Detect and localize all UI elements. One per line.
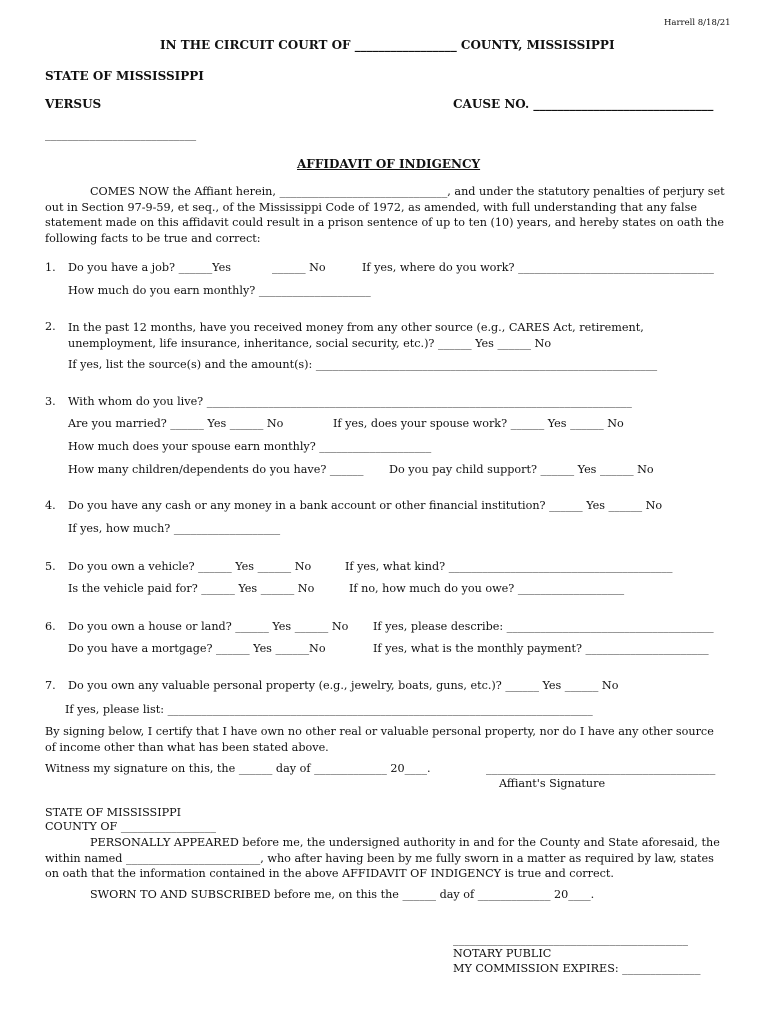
question-6-payment: If yes, what is the monthly payment? ______________________ xyxy=(373,642,709,655)
notary-sworn: SWORN TO AND SUBSCRIBED before me, on this the ______ day of _____________ 20____. xyxy=(90,888,595,901)
question-2-sources: If yes, list the source(s) and the amount(s): _____________________________________________________________ xyxy=(68,358,658,371)
question-3-spouse-work: If yes, does your spouse work? ______ Yes ______ No xyxy=(333,417,624,430)
defendant-line: ___________________________ xyxy=(45,128,197,141)
question-6-house: Do you own a house or land? ______ Yes ______ No xyxy=(68,620,349,633)
question-3-live: With whom do you live? ____________________________________________________________________________ xyxy=(68,395,632,408)
question-3-number: 3. xyxy=(45,395,56,408)
question-5-owe: If no, how much do you owe? ___________________ xyxy=(349,582,625,595)
question-7-number: 7. xyxy=(45,679,56,692)
commission-expires: MY COMMISSION EXPIRES: ______________ xyxy=(453,962,701,975)
question-6-number: 6. xyxy=(45,620,56,633)
question-1-where: If yes, where do you work? ___________________________________ xyxy=(362,261,714,274)
notary-public-label: NOTARY PUBLIC xyxy=(453,947,552,960)
intro-paragraph: COMES NOW the Affiant herein, ______________________________, and under the statutory penalties of perjury set out in Section 97-9-59, et seq., of the Mississippi Code of 1972, as amended, with full understanding that any false statement made on this affidavit could result in a prison sentence of up to ten (10) years, and hereby states on oath the following facts to be true and correct: xyxy=(45,185,725,245)
notary-appeared: PERSONALLY APPEARED before me, the undersigned authority in and for the County and State aforesaid, the within named ________________________, who after having been by me fully sworn in a matter as required by law, states on oath that the information contained in the above AFFIDAVIT OF INDIGENCY is true and correct. xyxy=(45,836,720,880)
question-1-earn: How much do you earn monthly? ____________________ xyxy=(68,284,371,297)
question-2-number: 2. xyxy=(45,320,56,333)
notary-state: STATE OF MISSISSIPPI xyxy=(45,806,182,819)
question-7-property: Do you own any valuable personal property (e.g., jewelry, boats, guns, etc.)? ______ Yes ______ No xyxy=(68,679,619,692)
question-7-list: If yes, please list: ____________________________________________________________________________ xyxy=(65,703,593,716)
certify-paragraph: By signing below, I certify that I have own no other real or valuable personal property, nor do I have any other source of income other than what has been stated above. xyxy=(45,725,714,754)
question-5-vehicle: Do you own a vehicle? ______ Yes ______ No xyxy=(68,560,312,573)
signature-label: Affiant's Signature xyxy=(499,777,606,790)
question-4-cash: Do you have any cash or any money in a bank account or other financial institution? ______ Yes ______ No xyxy=(68,499,663,512)
header-ref: Harrell 8/18/21 xyxy=(664,18,731,28)
cause-number: CAUSE NO. ______________________________ xyxy=(453,97,714,111)
question-1-number: 1. xyxy=(45,261,56,274)
question-3-children: How many children/dependents do you have? ______ xyxy=(68,463,364,476)
question-4-number: 4. xyxy=(45,499,56,512)
question-5-paid: Is the vehicle paid for? ______ Yes ______ No xyxy=(68,582,315,595)
question-1-job-no: ______ No xyxy=(272,261,326,274)
page-title: AFFIDAVIT OF INDIGENCY xyxy=(297,157,481,171)
question-3-married: Are you married? ______ Yes ______ No xyxy=(68,417,284,430)
question-3-spouse-earn: How much does your spouse earn monthly? ____________________ xyxy=(68,440,432,453)
notary-signature-line: __________________________________________ xyxy=(453,933,688,946)
state-label: STATE OF MISSISSIPPI xyxy=(45,69,204,83)
question-1-job: Do you have a job? ______Yes xyxy=(68,261,231,274)
question-6-mortgage: Do you have a mortgage? ______ Yes ______No xyxy=(68,642,326,655)
question-4-amount: If yes, how much? ___________________ xyxy=(68,522,281,535)
question-5-kind: If yes, what kind? ________________________________________ xyxy=(345,560,673,573)
court-line: IN THE CIRCUIT COURT OF _________________ COUNTY, MISSISSIPPI xyxy=(160,38,615,52)
witness-line: Witness my signature on this, the ______ day of _____________ 20____. xyxy=(45,762,431,775)
signature-line: _________________________________________ xyxy=(486,762,716,775)
question-2-text: In the past 12 months, have you received money from any other source (e.g., CARES Act, retirement, unemployment, life insurance, inheritance, social security, etc.)? ______ Yes ______ No xyxy=(68,321,644,350)
notary-county: COUNTY OF _________________ xyxy=(45,820,216,833)
question-5-number: 5. xyxy=(45,560,56,573)
question-6-describe: If yes, please describe: _____________________________________ xyxy=(373,620,714,633)
versus-label: VERSUS xyxy=(45,97,102,111)
question-3-support: Do you pay child support? ______ Yes ______ No xyxy=(389,463,654,476)
